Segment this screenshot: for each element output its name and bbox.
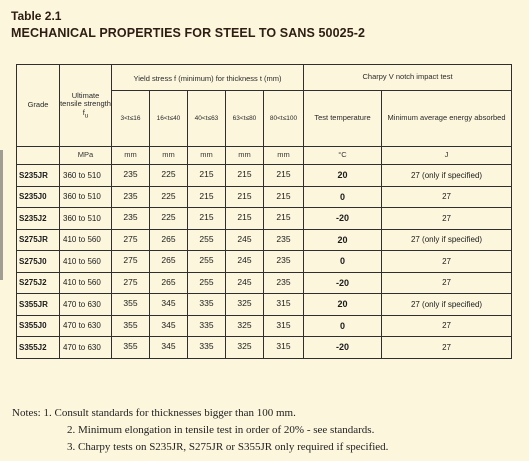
unit-cell [17, 147, 60, 165]
temperature-cell: 20 [304, 165, 382, 187]
notes [12, 405, 388, 456]
thickness-col-1: 3<t≤16 [112, 91, 150, 147]
thickness-col-5: 80<t≤100 [264, 91, 304, 147]
grade-cell: S235J0 [17, 186, 60, 208]
temperature-cell: -20 [304, 272, 382, 294]
yield-cell: 215 [188, 165, 226, 187]
energy-cell: 27 (only if specified) [382, 229, 512, 251]
unit-cell: mm [188, 147, 226, 165]
energy-cell: 27 (only if specified) [382, 165, 512, 187]
yield-cell: 235 [112, 186, 150, 208]
yield-cell: 225 [150, 186, 188, 208]
yield-cell: 325 [226, 315, 264, 337]
yield-cell: 245 [226, 251, 264, 273]
tensile-cell: 470 to 630 [60, 315, 112, 337]
note-3: 3. Charpy tests on S235JR, S275JR or S355JR only required if specified. [67, 441, 389, 453]
temperature-cell: -20 [304, 337, 382, 359]
unit-cell: mm [112, 147, 150, 165]
yield-cell: 355 [112, 315, 150, 337]
table-row [17, 337, 512, 359]
yield-cell: 215 [264, 208, 304, 230]
yield-header [112, 65, 304, 91]
notes-prefix: Notes: [12, 407, 41, 419]
table-row [17, 229, 512, 251]
yield-cell: 235 [264, 229, 304, 251]
thickness-col-3: 40<t≤63 [188, 91, 226, 147]
unit-cell: °C [304, 147, 382, 165]
note-1-text: 1. Consult standards for thicknesses bigger than 100 mm. [43, 407, 296, 419]
tensile-cell: 470 to 630 [60, 337, 112, 359]
yield-cell: 315 [264, 294, 304, 316]
grade-cell: S235JR [17, 165, 60, 187]
yield-cell: 335 [188, 315, 226, 337]
tensile-cell: 360 to 510 [60, 186, 112, 208]
yield-cell: 275 [112, 272, 150, 294]
thickness-col-4: 63<t≤80 [226, 91, 264, 147]
grade-cell: S355JR [17, 294, 60, 316]
yield-cell: 225 [150, 208, 188, 230]
yield-cell: 215 [264, 186, 304, 208]
energy-cell: 27 [382, 208, 512, 230]
yield-cell: 315 [264, 337, 304, 359]
yield-cell: 345 [150, 294, 188, 316]
tensile-cell: 360 to 510 [60, 165, 112, 187]
yield-cell: 215 [226, 208, 264, 230]
temperature-cell: -20 [304, 208, 382, 230]
temperature-cell: 0 [304, 186, 382, 208]
yield-cell: 315 [264, 315, 304, 337]
unit-cell: mm [226, 147, 264, 165]
grade-cell: S355J2 [17, 337, 60, 359]
tensile-cell: 410 to 560 [60, 229, 112, 251]
tensile-header: Ultimate tensile strength $f_u$ [60, 65, 112, 147]
tensile-cell: 360 to 510 [60, 208, 112, 230]
yield-cell: 235 [112, 165, 150, 187]
grade-cell: S235J2 [17, 208, 60, 230]
grade-cell: S275JR [17, 229, 60, 251]
temperature-cell: 0 [304, 315, 382, 337]
yield-cell: 225 [150, 165, 188, 187]
tensile-cell: 410 to 560 [60, 272, 112, 294]
table-row [17, 272, 512, 294]
yield-cell: 335 [188, 294, 226, 316]
yield-cell: 355 [112, 294, 150, 316]
table-row [17, 315, 512, 337]
temperature-cell: 0 [304, 251, 382, 273]
yield-cell: 265 [150, 251, 188, 273]
yield-cell: 255 [188, 251, 226, 273]
table-number: Table 2.1 [11, 9, 62, 23]
energy-cell: 27 (only if specified) [382, 294, 512, 316]
table-title: MECHANICAL PROPERTIES FOR STEEL TO SANS 50025-2 [11, 26, 366, 40]
energy-cell: 27 [382, 272, 512, 294]
yield-cell: 325 [226, 294, 264, 316]
page-edge-mark [0, 150, 3, 280]
note-1 [12, 405, 388, 422]
yield-cell: 345 [150, 315, 188, 337]
yield-cell: 255 [188, 229, 226, 251]
unit-cell: MPa [60, 147, 112, 165]
yield-cell: 245 [226, 272, 264, 294]
table-row [17, 251, 512, 273]
grade-cell: S275J2 [17, 272, 60, 294]
yield-cell: 215 [264, 165, 304, 187]
yield-cell: 235 [264, 272, 304, 294]
yield-cell: 325 [226, 337, 264, 359]
yield-cell: 345 [150, 337, 188, 359]
thickness-col-2: 16<t≤40 [150, 91, 188, 147]
grade-header: Grade [17, 65, 60, 147]
yield-cell: 275 [112, 251, 150, 273]
yield-cell: 235 [264, 251, 304, 273]
energy-cell: 27 [382, 337, 512, 359]
unit-cell: mm [150, 147, 188, 165]
grade-cell: S355J0 [17, 315, 60, 337]
yield-cell: 355 [112, 337, 150, 359]
yield-cell: 215 [226, 186, 264, 208]
tensile-cell: 470 to 630 [60, 294, 112, 316]
yield-cell: 215 [188, 208, 226, 230]
min-energy-header: Minimum average energy absorbed [382, 91, 512, 147]
energy-cell: 27 [382, 315, 512, 337]
table-row [17, 208, 512, 230]
temperature-cell: 20 [304, 229, 382, 251]
yield-cell: 215 [226, 165, 264, 187]
yield-cell: 255 [188, 272, 226, 294]
charpy-header: Charpy V notch impact test [304, 65, 512, 91]
units-row [17, 147, 512, 165]
table-body [17, 165, 512, 359]
note-2: 2. Minimum elongation in tensile test in order of 20% - see standards. [67, 424, 375, 436]
table-row [17, 186, 512, 208]
table-row [17, 165, 512, 187]
yield-cell: 215 [188, 186, 226, 208]
unit-cell: mm [264, 147, 304, 165]
energy-cell: 27 [382, 186, 512, 208]
yield-cell: 275 [112, 229, 150, 251]
temperature-cell: 20 [304, 294, 382, 316]
yield-cell: 335 [188, 337, 226, 359]
test-temperature-header: Test temperature [304, 91, 382, 147]
tensile-cell: 410 to 560 [60, 251, 112, 273]
energy-cell: 27 [382, 251, 512, 273]
yield-cell: 265 [150, 272, 188, 294]
grade-cell: S275J0 [17, 251, 60, 273]
table-row [17, 294, 512, 316]
unit-cell: J [382, 147, 512, 165]
yield-cell: 235 [112, 208, 150, 230]
yield-cell: 265 [150, 229, 188, 251]
yield-header-text: Yield stress f (minimum) for thickness t (mm) [133, 73, 282, 83]
properties-table [16, 64, 512, 359]
yield-cell: 245 [226, 229, 264, 251]
tensile-header-text: Ultimate tensile strength f [60, 90, 111, 117]
